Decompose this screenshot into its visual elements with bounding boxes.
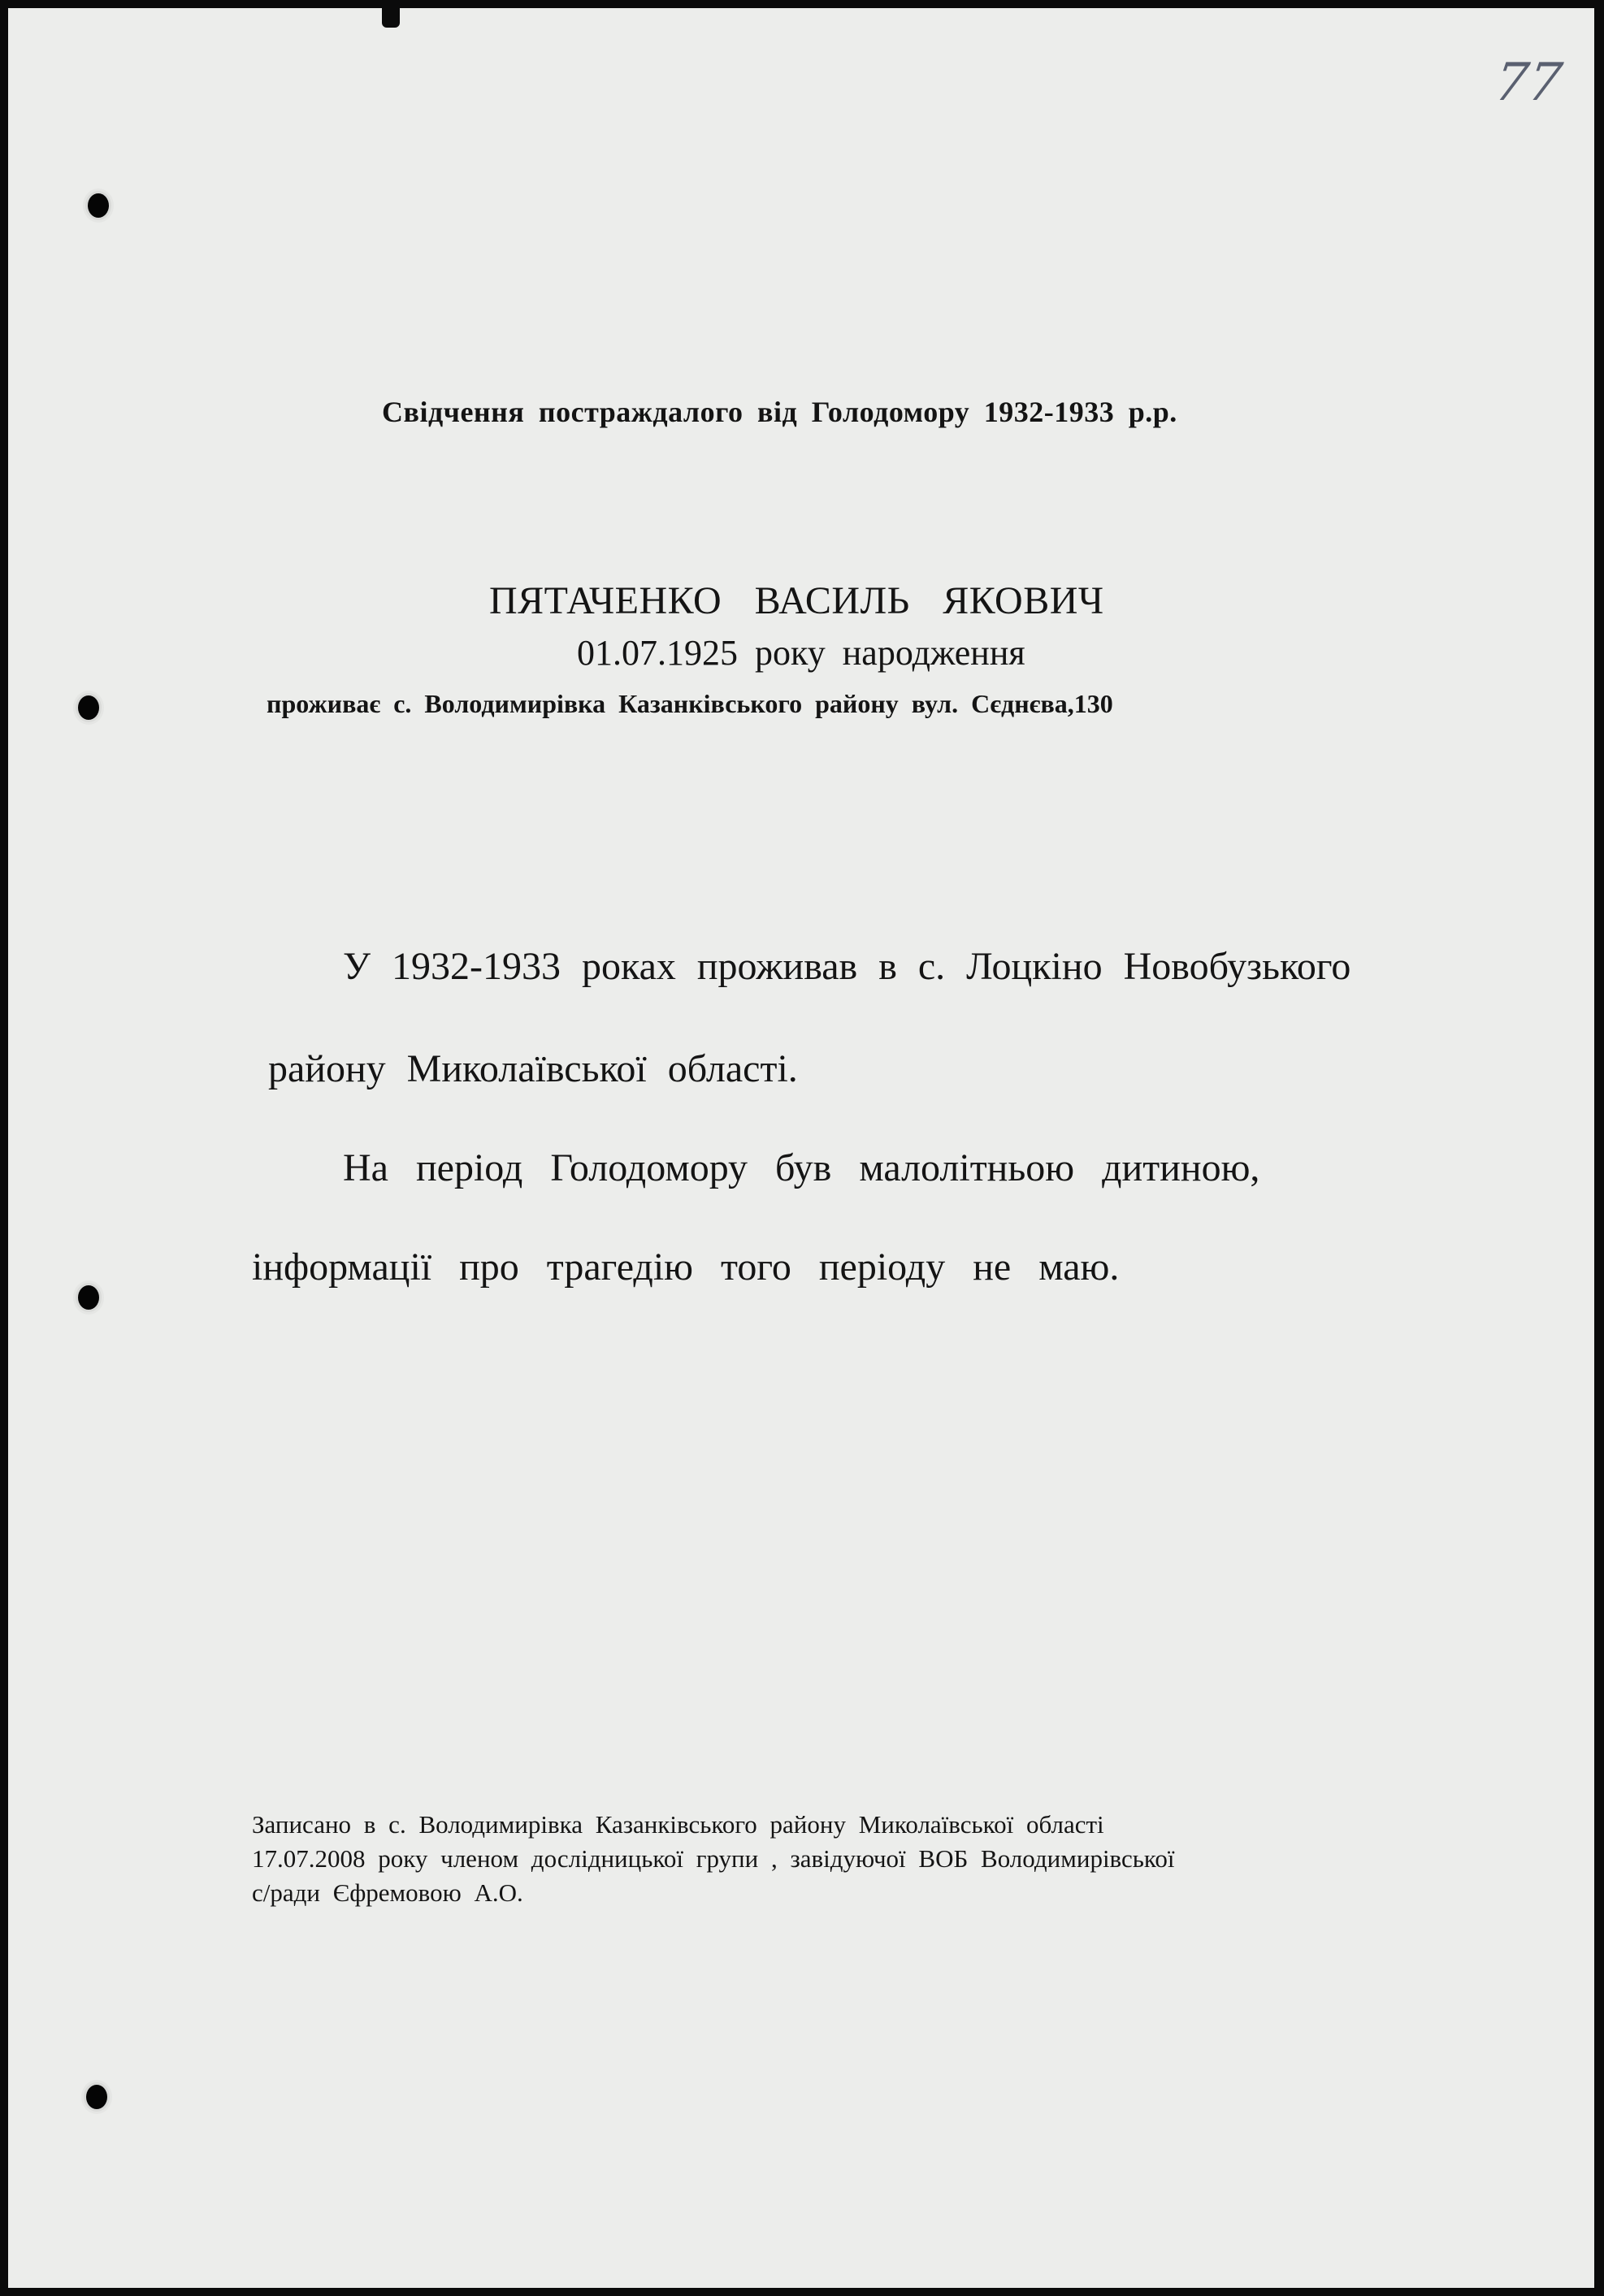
person-name: ПЯТАЧЕНКО ВАСИЛЬ ЯКОВИЧ <box>489 579 1104 622</box>
footer-line-3: с/ради Єфремовою А.О. <box>252 1878 523 1907</box>
punch-hole-1 <box>88 193 109 218</box>
punch-hole-3 <box>78 1285 99 1310</box>
testimony-line-1: У 1932-1933 роках проживав в с. Лоцкіно Новобузького <box>343 945 1351 988</box>
testimony-line-4: інформації про трагедію того періоду не маю. <box>252 1245 1120 1289</box>
handwritten-page-number: 77 <box>1490 53 1566 113</box>
document-page <box>8 8 1594 2288</box>
document-heading: Свідчення постраждалого від Голодомору 1932-1933 р.р. <box>382 396 1177 428</box>
person-birth-date: 01.07.1925 року народження <box>577 633 1025 673</box>
testimony-line-2: району Миколаївської області. <box>268 1047 798 1090</box>
footer-line-1: Записано в с. Володимирівка Казанківського району Миколаївської області <box>252 1810 1104 1839</box>
footer-line-2: 17.07.2008 року членом дослідницької групи , завідуючої ВОБ Володимирівської <box>252 1844 1175 1873</box>
testimony-line-3: На період Голодомору був малолітньою дитиною, <box>343 1146 1260 1189</box>
person-residence: проживає с. Володимирівка Казанківського району вул. Сєднєва,130 <box>267 689 1113 718</box>
punch-hole-4 <box>86 2085 107 2109</box>
scan-edge-notch <box>382 8 400 28</box>
punch-hole-2 <box>78 695 99 720</box>
